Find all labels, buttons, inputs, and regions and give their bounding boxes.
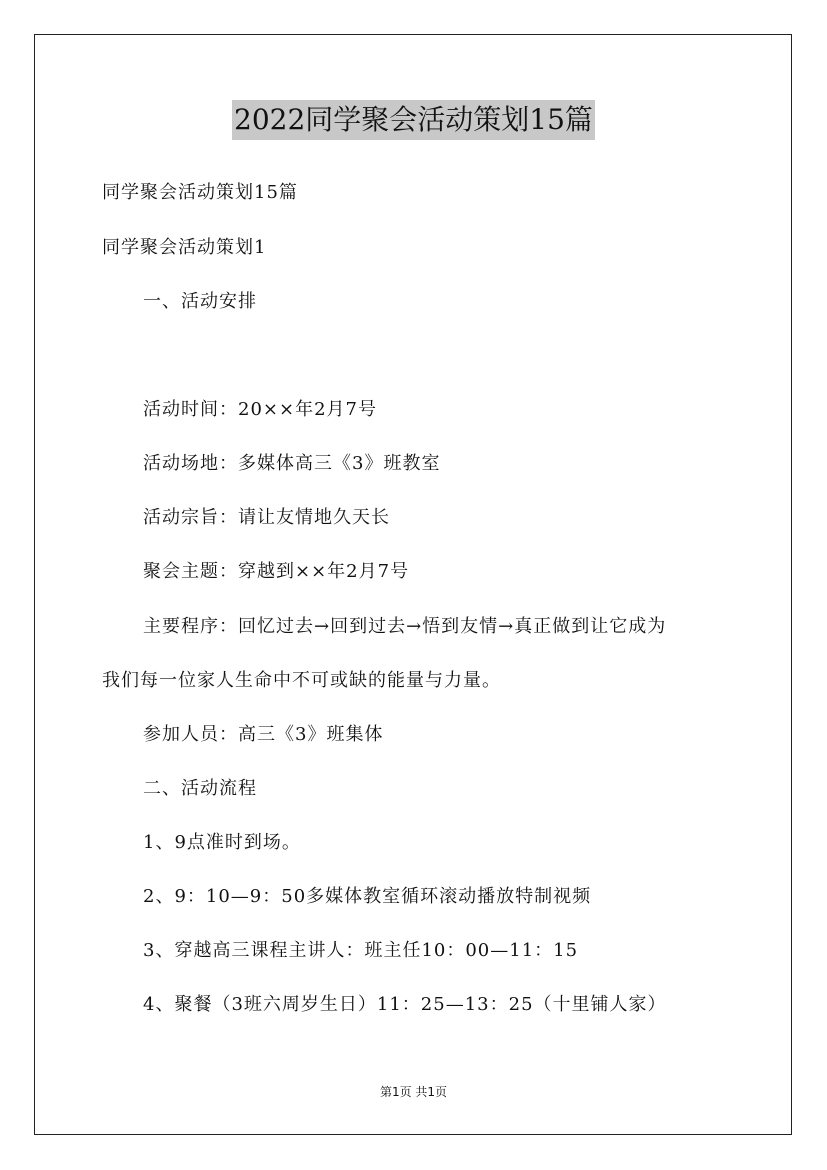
paragraph-subtitle: 同学聚会活动策划15篇 [102, 182, 298, 203]
paragraph-section-heading: 同学聚会活动策划1 [102, 237, 267, 258]
paragraph-program-continued: 我们每一位家人生命中不可或缺的能量与力量。 [102, 670, 501, 691]
paragraph-theme: 聚会主题：穿越到××年2月7号 [143, 561, 410, 582]
paragraph-venue: 活动场地：多媒体高三《3》班教室 [143, 453, 441, 474]
list-item-step-2: 2、9：10—9：50多媒体教室循环滚动播放特制视频 [143, 886, 592, 907]
page-number-footer: 第1页 共1页 [379, 1085, 448, 1099]
paragraph-purpose: 活动宗旨：请让友情地久天长 [143, 507, 390, 528]
paragraph-arrangement-heading: 一、活动安排 [143, 291, 257, 312]
paragraph-program: 主要程序：回忆过去→回到过去→悟到友情→真正做到让它成为 [143, 616, 667, 637]
paragraph-process-heading: 二、活动流程 [143, 778, 257, 799]
paragraph-time: 活动时间：20××年2月7号 [143, 399, 377, 420]
paragraph-participants: 参加人员：高三《3》班集体 [143, 724, 384, 745]
list-item-step-4: 4、聚餐（3班六周岁生日）11：25—13：25（十里铺人家） [143, 994, 667, 1015]
document-title-container [0, 100, 827, 140]
list-item-step-3: 3、穿越高三课程主讲人：班主任10：00—11：15 [143, 940, 579, 961]
document-title: 2022同学聚会活动策划15篇 [232, 100, 595, 140]
list-item-step-1: 1、9点准时到场。 [143, 832, 301, 853]
